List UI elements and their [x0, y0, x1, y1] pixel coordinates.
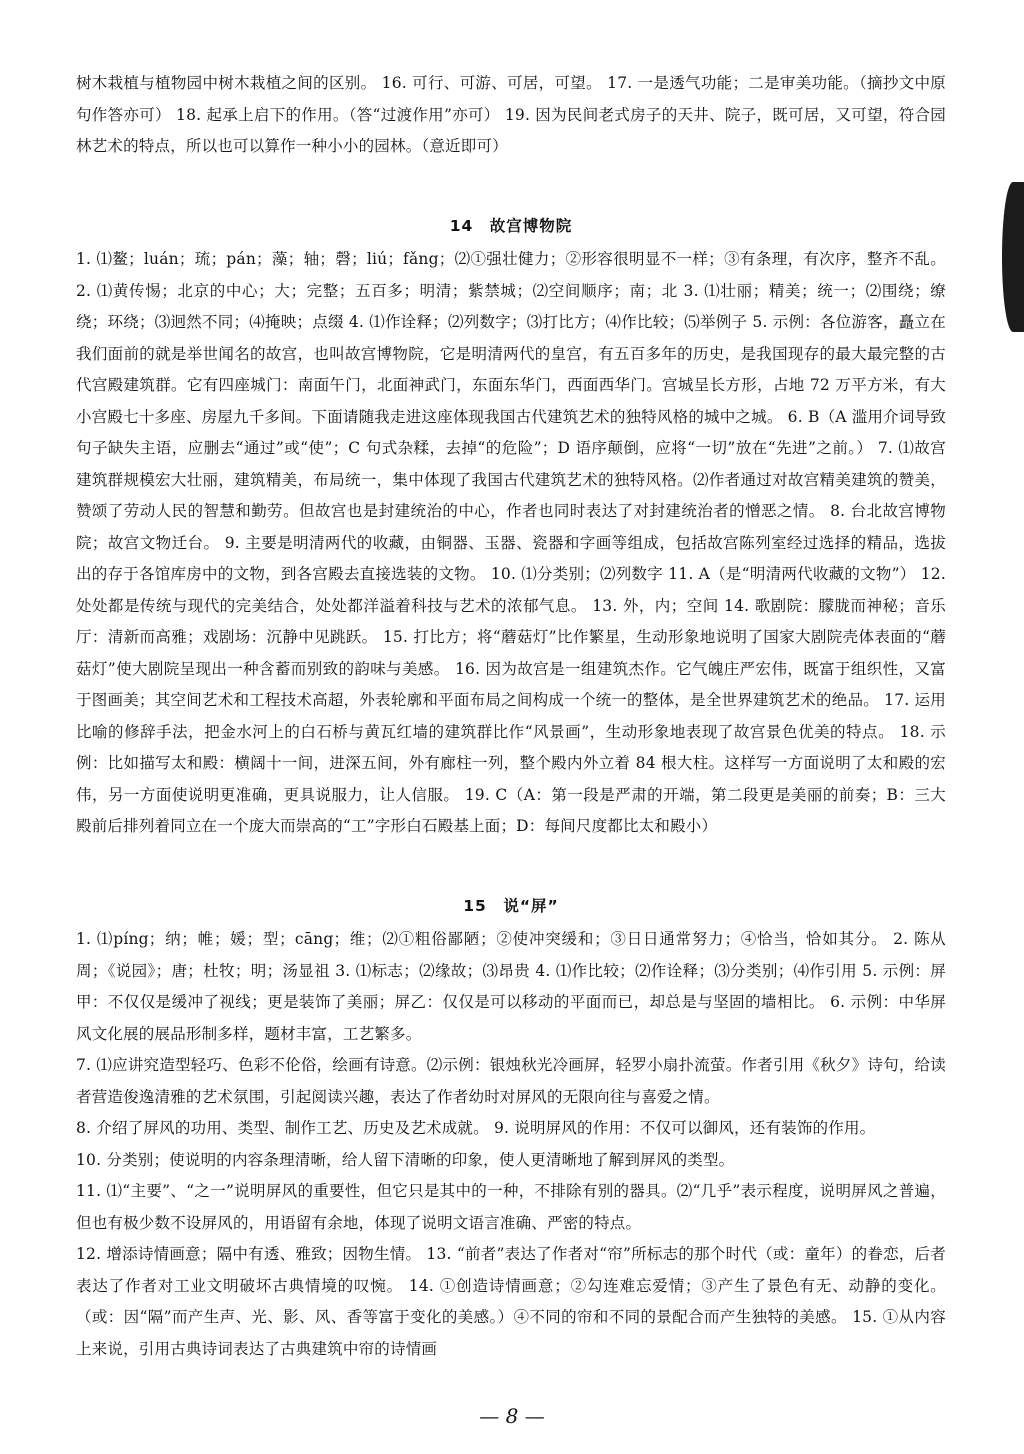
intro-paragraph: 树木栽植与植物园中树木栽植之间的区别。 16. 可行、可游、可居，可望。 17. 一是透气功能；二是审美功能。（摘抄文中原句作答亦可） 18. 起承上启下的作用。（答“过渡作用”亦可） 19. 因为民间老式房子的天井、院子，既可居，又可望，符合园林艺术的特点，所以也可以算作一种小小的园林。（意近即可）: [76, 74, 946, 155]
section-15-paragraph: 1. ⑴píng；纳；帷；媛；型；cāng；维；⑵①粗俗鄙陋；②使冲突缓和；③日日通常努力；④恰当，恰如其分。 2. 陈从周；《说园》；唐；杜牧；明；汤显祖 3. ⑴标志；⑵缘故；⑶昂贵 4. ⑴作比较；⑵作诠释；⑶分类别；⑷作引用 5. 示例：屏甲：不仅仅是缓冲了视线；更是装饰了美丽；屏乙：仅仅是可以移动的平面而已，却总是与坚固的墙相比。 6. 示例：中华屏风文化展的展品形制多样，题材丰富，工艺繁多。: [76, 930, 946, 1043]
section-14-title: 14 故宫博物院: [449, 216, 573, 235]
section-15-title: 15 说“屏”: [463, 896, 559, 915]
section-15-paragraph: 10. 分类别；使说明的内容条理清晰，给人留下清晰的印象，使人更清晰地了解到屏风的类型。: [76, 1150, 735, 1169]
answer-page: [76, 68, 946, 1365]
section-15-paragraph: 12. 增添诗情画意；隔中有透、雅致；因物生情。 13. “前者”表达了作者对“帘”所标志的那个时代（或：童年）的眷恋，后者表达了作者对工业文明破坏古典情境的叹惋。 14. ①创造诗情画意；②勾连难忘爱情；③产生了景色有无、动静的变化。（或：因“隔”而产生声、光、影、风、香等富于变化的美感。）④不同的帘和不同的景配合而产生独特的美感。 15. ①从内容上来说，引用古典诗词表达了古典建筑中帘的诗情画: [76, 1245, 946, 1358]
binding-edge-shadow: [1002, 182, 1024, 332]
page-number: — 8 —: [479, 1404, 545, 1428]
section-15-paragraph: 8. 介绍了屏风的功用、类型、制作工艺、历史及艺术成就。 9. 说明屏风的作用：不仅可以御风，还有装饰的作用。: [76, 1119, 876, 1137]
section-14-paragraph: 1. ⑴鳌；luán；琉；pán；藻；轴；磬；liú；fǎng；⑵①强壮健力；②形容很明显不一样；③有条理，有次序，整齐不乱。 2. ⑴黄传惕；北京的中心；大；完整；五百多；明清；紫禁城；⑵空间顺序；南；北 3. ⑴壮丽；精美；统一；⑵围绕；缭绕；环绕；⑶迥然不同；⑷掩映；点缀 4. ⑴作诠释；⑵列数字；⑶打比方；⑷作比较；⑸举例子 5. 示例：各位游客，矗立在我们面前的就是举世闻名的故宫，也叫故宫博物院，它是明清两代的皇宫，有五百多年的历史，是我国现存的最大最完整的古代宫殿建筑群。它有四座城门：南面午门，北面神武门，东面东华门，西面西华门。宫城呈长方形，占地 72 万平方米，有大小宫殿七十多座、房屋九千多间。下面请随我走进这座体现我国古代建筑艺术的独特风格的城中之城。 6. B（A 滥用介词导致句子缺失主语，应删去“通过”或“使”；C 句式杂糅，去掉“的危险”；D 语序颠倒，应将“一切”放在“先进”之前。） 7. ⑴故宫建筑群规模宏大壮丽，建筑精美，布局统一，集中体现了我国古代建筑艺术的独特风格。⑵作者通过对故宫精美建筑的赞美，赞颂了劳动人民的智慧和勤劳。但故宫也是封建统治的中心，作者也同时表达了对封建统治者的憎恶之情。 8. 台北故宫博物院；故宫文物迁台。 9. 主要是明清两代的收藏，由铜器、玉器、瓷器和字画等组成，包括故宫陈列室经过选择的精品，选拔出的存于各馆库房中的文物，到各宫殿去直接选装的文物。 10. ⑴分类别；⑵列数字 11. A（是“明清两代收藏的文物”） 12. 处处都是传统与现代的完美结合，处处都洋溢着科技与艺术的浓郁气息。 13. 外，内；空间 14. 歌剧院：朦胧而神秘；音乐厅：清新而高雅；戏剧场：沉静中见跳跃。 15. 打比方；将“蘑菇灯”比作繁星，生动形象地说明了国家大剧院壳体表面的“蘑菇灯”使大剧院呈现出一种含蓄而别致的韵味与美感。 16. 因为故宫是一组建筑杰作。它气魄庄严宏伟，既富于组织性，又富于图画美；其空间艺术和工程技术高超，外表轮廓和平面布局之间构成一个统一的整体，是全世界建筑艺术的绝品。 17. 运用比喻的修辞手法，把金水河上的白石桥与黄瓦红墙的建筑群比作“风景画”，生动形象地表现了故宫景色优美的特点。 18. 示例：比如描写太和殿：横阔十一间，进深五间，外有廊柱一列，整个殿内外立着 84 根大柱。这样写一方面说明了太和殿的宏伟，另一方面使说明更准确，更具说服力，让人信服。 19. C（A：第一段是严肃的开端，第二段更是美丽的前奏；B：三大殿前后排列着同立在一个庞大而崇高的“工”字形白石殿基上面；D：每间尺度都比太和殿小）: [76, 250, 946, 835]
section-15-paragraph: 11. ⑴“主要”、“之一”说明屏风的重要性，但它只是其中的一种，不排除有别的器具。⑵“几乎”表示程度，说明屏风之普遍，但也有极少数不设屏风的，用语留有余地，体现了说明文语言准确、严密的特点。: [76, 1182, 946, 1232]
section-15-paragraph: 7. ⑴应讲究造型轻巧、色彩不伦俗，绘画有诗意。⑵示例：银烛秋光冷画屏，轻罗小扇扑流萤。作者引用《秋夕》诗句，给读者营造俊逸清雅的艺术氛围，引起阅读兴趣，表达了作者幼时对屏风的无限向往与喜爱之情。: [76, 1056, 946, 1106]
